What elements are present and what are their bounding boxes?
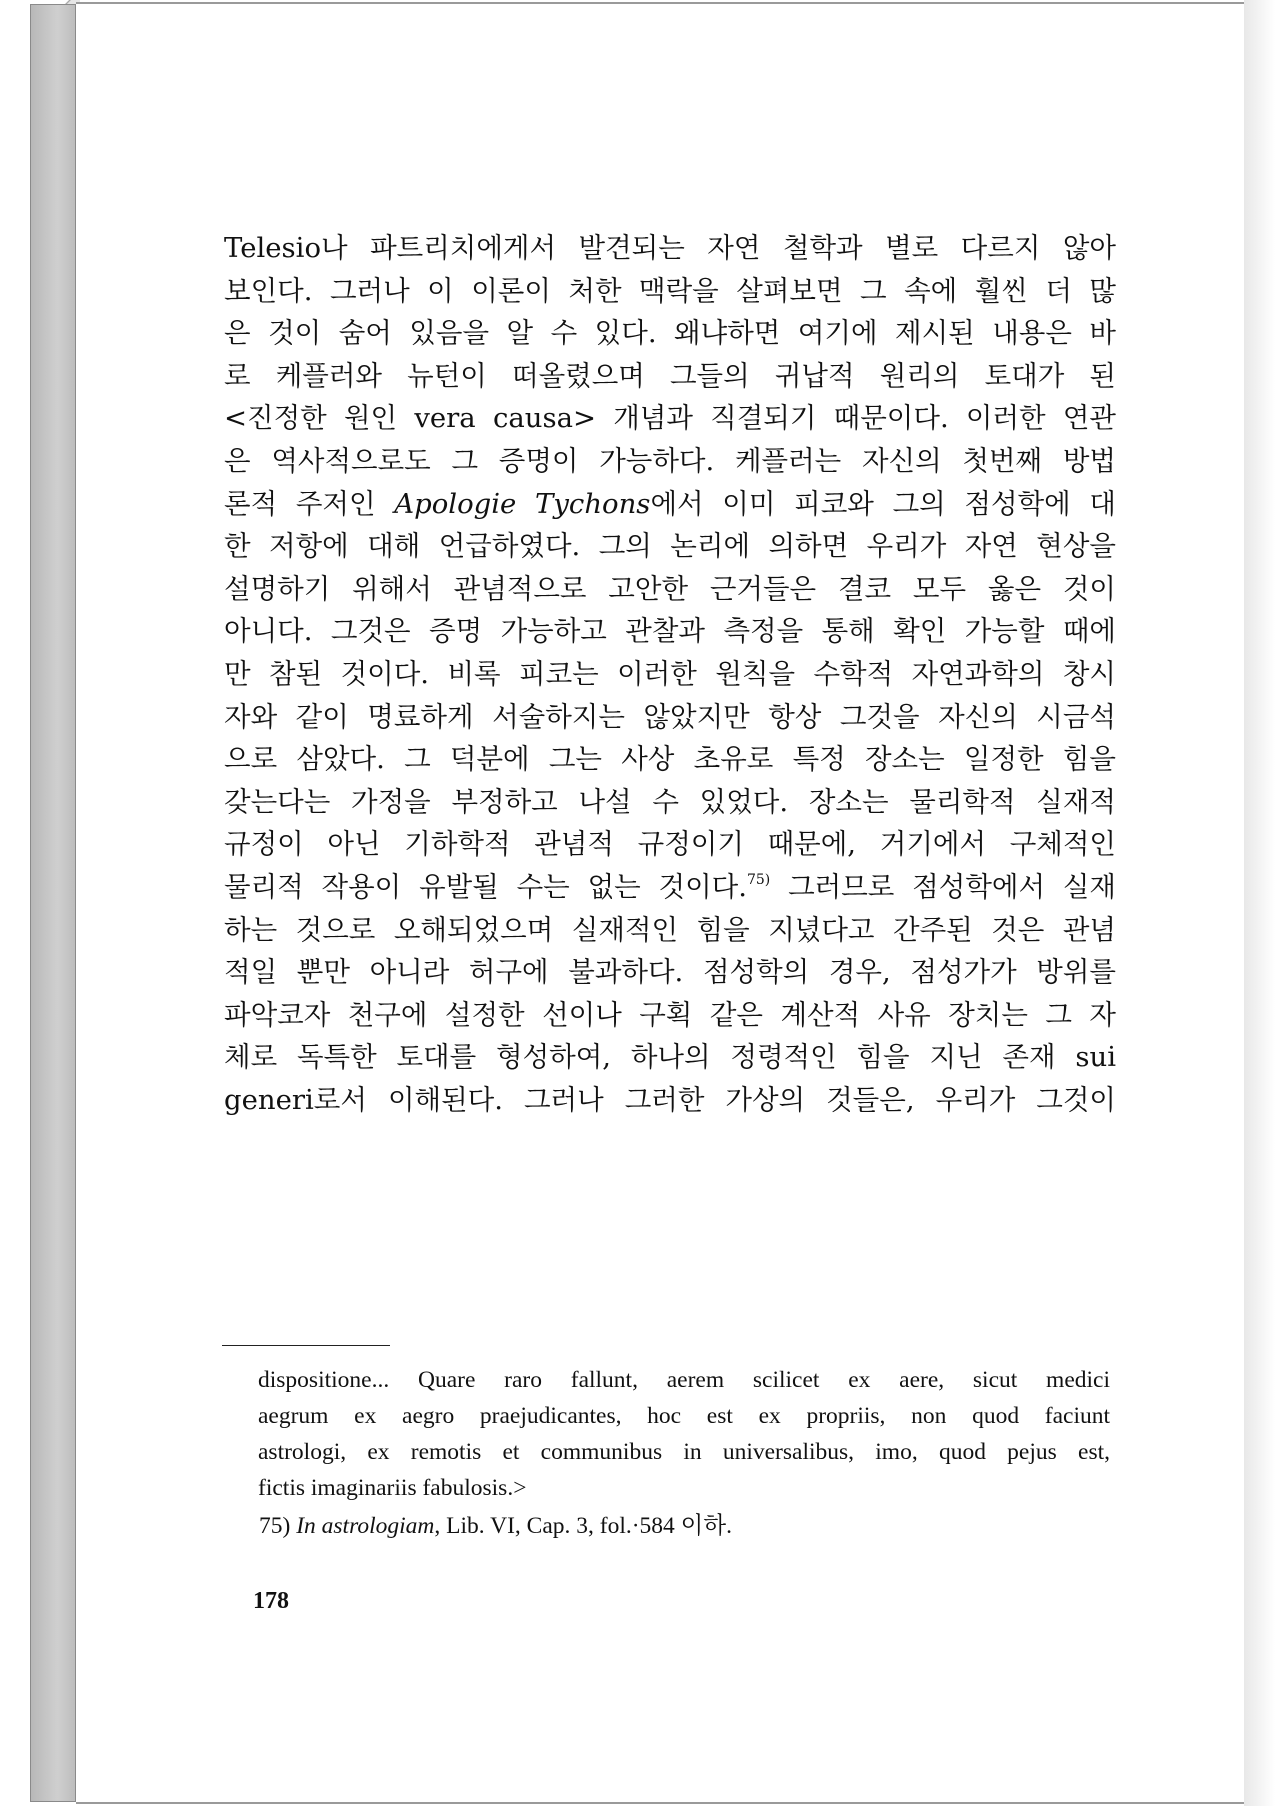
- footnote-continuation: [258, 1362, 1110, 1506]
- body-line: 자와 같이 명료하게 서술하지는 않았지만 항상 그것을 자신의 시금석: [224, 700, 1116, 733]
- footnote-line: aegrum ex aegro praejudicantes, hoc est ex propriis, non quod faciunt: [258, 1403, 1110, 1429]
- body-line: 체로 독특한 토대를 형성하여, 하나의 정령적인 힘을 지닌 존재 sui: [224, 1041, 1116, 1074]
- book-spine: [30, 4, 76, 1802]
- footnote-line: dispositione... Quare raro fallunt, aerem scilicet ex aere, sicut medici: [258, 1367, 1110, 1393]
- body-line: 하는 것으로 오해되었으며 실재적인 힘을 지녔다고 간주된 것은 관념: [224, 913, 1116, 946]
- body-line-segment: 론적 주저인: [224, 487, 395, 520]
- footnote-number: 75): [259, 1513, 291, 1539]
- footnote-75: [259, 1508, 732, 1544]
- body-line: 규정이 아닌 기하학적 관념적 규정이기 때문에, 거기에서 구체적인: [224, 828, 1116, 861]
- body-line: [224, 483, 1116, 526]
- body-line: generi로서 이해된다. 그러나 그러한 가상의 것들은, 우리가 그것이: [224, 1083, 1116, 1116]
- footnote-line: astrologi, ex remotis et communibus in universalibus, imo, quod pejus est,: [258, 1439, 1110, 1465]
- body-line: 은 역사적으로도 그 증명이 가능하다. 케플러는 자신의 첫번째 방법: [224, 444, 1116, 477]
- body-line: <진정한 원인 vera causa> 개념과 직결되기 때문이다. 이러한 연관: [224, 402, 1116, 435]
- body-line: 파악코자 천구에 설정한 선이나 구획 같은 계산적 사유 장치는 그 자: [224, 998, 1116, 1031]
- body-line: 적일 뿐만 아니라 허구에 불과하다. 점성학의 경우, 점성가가 방위를: [224, 956, 1116, 989]
- body-line-segment: 그러므로 점성학에서 실재: [770, 870, 1116, 903]
- footnote-source-detail: , Lib. VI, Cap. 3, fol.·584 이하.: [434, 1513, 732, 1539]
- body-line: 갖는다는 가정을 부정하고 나설 수 있었다. 장소는 물리학적 실재적: [224, 785, 1116, 818]
- body-line: 한 저항에 대해 언급하였다. 그의 논리에 의하면 우리가 자연 현상을: [224, 530, 1116, 563]
- body-line: 만 참된 것이다. 비록 피코는 이러한 원칙을 수학적 자연과학의 창시: [224, 657, 1116, 690]
- book-title: Apologie Tychons: [394, 487, 651, 520]
- body-line-segment: 물리적 작용이 유발될 수는 없는 것이다.: [224, 870, 747, 903]
- body-line: 은 것이 숨어 있음을 알 수 있다. 왜냐하면 여기에 제시된 내용은 바: [224, 317, 1116, 350]
- body-line: 설명하기 위해서 관념적으로 고안한 근거들은 결코 모두 옳은 것이: [224, 572, 1116, 605]
- footnote-rule: [222, 1345, 390, 1346]
- footnote-source-title: In astrologiam: [296, 1513, 435, 1539]
- body-line: 보인다. 그러나 이 이론이 처한 맥락을 살펴보면 그 속에 훨씬 더 많: [224, 274, 1116, 307]
- body-line: Telesio나 파트리치에게서 발견되는 자연 철학과 별로 다르지 않아: [224, 232, 1116, 264]
- body-text: [224, 227, 1116, 1121]
- page-number: 178: [253, 1588, 289, 1614]
- footnote-reference: 75): [746, 871, 771, 888]
- footnote-line: fictis imaginariis fabulosis.>: [258, 1475, 527, 1501]
- body-line: 로 케플러와 뉴턴이 떠올렸으며 그들의 귀납적 원리의 토대가 된: [224, 359, 1116, 392]
- body-line: 아니다. 그것은 증명 가능하고 관찰과 측정을 통해 확인 가능할 때에: [224, 615, 1116, 648]
- body-line: [224, 866, 1116, 909]
- body-line: 으로 삼았다. 그 덕분에 그는 사상 초유로 특정 장소는 일정한 힘을: [224, 743, 1116, 776]
- body-line-segment: 에서 이미 피코와 그의 점성학에 대: [650, 487, 1116, 520]
- page-edge-shadow: [1244, 0, 1275, 1806]
